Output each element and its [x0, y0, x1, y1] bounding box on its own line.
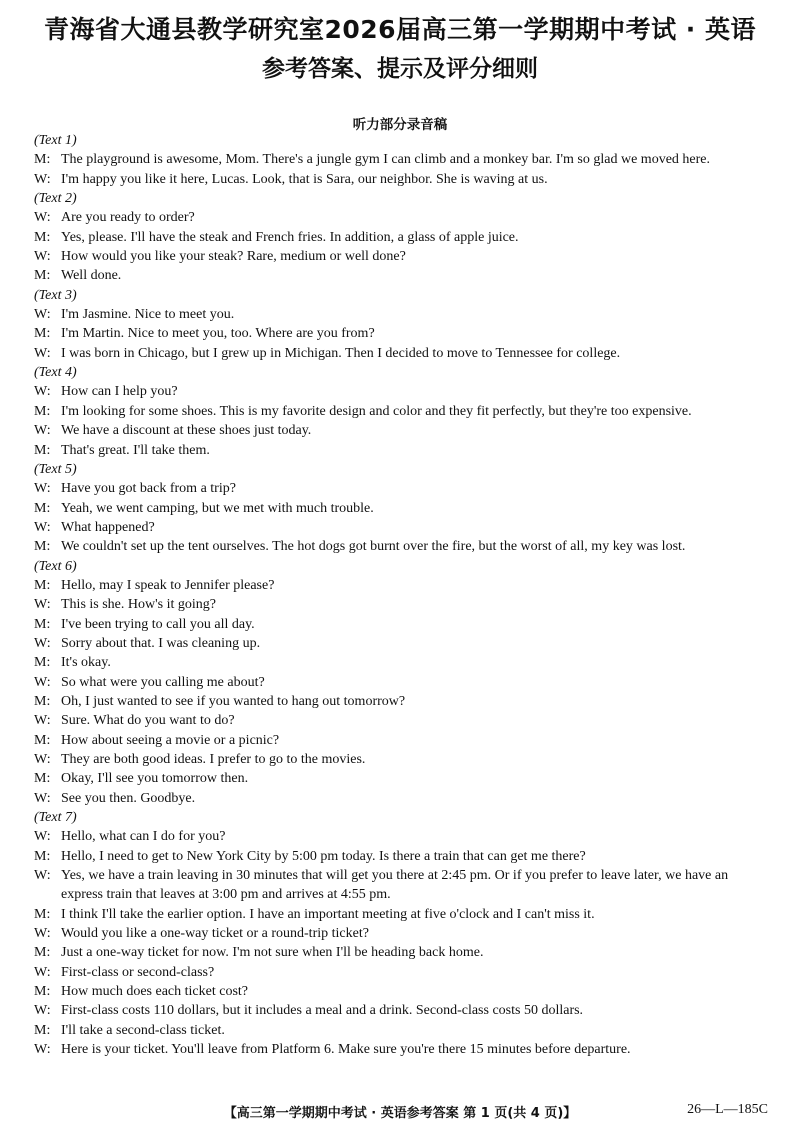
dialog-text: First-class or second-class?	[61, 964, 215, 980]
dialog-line	[34, 518, 770, 537]
speaker-label: M:	[34, 906, 51, 922]
section-title: 听力部分录音稿	[352, 117, 448, 133]
dialog-text: Hello, what can I do for you?	[61, 829, 226, 845]
dialog-line	[34, 653, 770, 672]
dialog-text: The playground is awesome, Mom. There's a jungle gym I can climb and a monkey bar. I'm so glad we moved here.	[61, 152, 711, 168]
dialog-line	[34, 382, 770, 401]
speaker-label: W:	[34, 752, 51, 767]
text-label-text: (Text 4)	[34, 365, 77, 381]
dialog-line	[34, 1040, 770, 1059]
speaker-label: M:	[34, 616, 51, 632]
speaker-label: M:	[34, 326, 51, 342]
dialog-text: How much does each ticket cost?	[61, 984, 248, 1000]
speaker-label: W:	[34, 790, 51, 806]
speaker-label: M:	[34, 442, 51, 458]
text-label	[34, 557, 770, 576]
speaker-label: W:	[34, 481, 51, 497]
text-label-text: (Text 6)	[34, 558, 77, 574]
dialog-text: I've been trying to call you all day.	[61, 616, 255, 632]
dialog-line	[34, 692, 770, 711]
dialog-line	[34, 228, 770, 247]
text-label-text: (Text 2)	[34, 191, 77, 207]
speaker-label: W:	[34, 307, 51, 323]
dialog-line	[34, 247, 770, 266]
speaker-label: M:	[34, 1022, 51, 1038]
dialog-line	[34, 866, 770, 905]
dialog-line	[34, 266, 770, 285]
speaker-label: W:	[34, 519, 51, 535]
dialog-line	[34, 847, 770, 866]
dialog-line	[34, 750, 770, 769]
text-label-text: (Text 5)	[34, 461, 77, 477]
speaker-label: W:	[34, 249, 51, 265]
dialog-line	[34, 1021, 770, 1040]
speaker-label: W:	[34, 674, 51, 690]
speaker-label: W:	[34, 384, 51, 400]
document-title: 青海省大通县教学研究室2026届高三第一学期期中考试 · 英语	[44, 15, 756, 44]
speaker-label: W:	[34, 868, 51, 884]
dialog-text: I'm Jasmine. Nice to meet you.	[61, 307, 235, 323]
dialog-text: Would you like a one-way ticket or a round-trip ticket?	[61, 926, 369, 942]
dialog-text: We couldn't set up the tent ourselves. The hot dogs got burnt over the fire, but the worst of all, my key was lost.	[61, 539, 686, 555]
dialog-text: See you then. Goodbye.	[61, 790, 196, 806]
dialog-text: Hello, I need to get to New York City by 5:00 pm today. Is there a train that can get me there?	[61, 848, 586, 864]
dialog-line	[34, 479, 770, 498]
speaker-label: W:	[34, 597, 51, 613]
dialog-line	[34, 441, 770, 460]
dialog-line	[34, 905, 770, 924]
dialog-line	[34, 769, 770, 788]
text-label	[34, 808, 770, 827]
dialog-text: What happened?	[61, 519, 155, 535]
dialog-text: Just a one-way ticket for now. I'm not sure when I'll be heading back home.	[61, 945, 484, 961]
document-subtitle: 参考答案、提示及评分细则	[262, 56, 538, 82]
dialog-line	[34, 943, 770, 962]
dialog-line	[34, 924, 770, 943]
text-label	[34, 131, 770, 150]
dialog-text: Are you ready to order?	[61, 210, 195, 226]
dialog-line	[34, 634, 770, 653]
speaker-label: M:	[34, 268, 51, 284]
dialog-line	[34, 537, 770, 556]
dialog-line	[34, 305, 770, 324]
dialog-line	[34, 150, 770, 169]
footer-exam-code: 26—L—185C	[687, 1102, 768, 1117]
dialog-text: We have a discount at these shoes just today.	[61, 423, 312, 439]
dialog-text: Sure. What do you want to do?	[61, 713, 235, 729]
speaker-label: M:	[34, 229, 51, 245]
dialog-text: They are both good ideas. I prefer to go to the movies.	[61, 752, 366, 767]
dialog-line	[34, 344, 770, 363]
speaker-label: W:	[34, 635, 51, 651]
dialog-text: I'm Martin. Nice to meet you, too. Where are you from?	[61, 326, 375, 342]
dialog-line	[34, 499, 770, 518]
dialog-line	[34, 615, 770, 634]
footer-page-info: 【高三第一学期期中考试 · 英语参考答案 第 1 页(共 4 页)】	[223, 1106, 577, 1121]
dialog-text: Yeah, we went camping, but we met with much trouble.	[61, 500, 374, 516]
speaker-label: W:	[34, 926, 51, 942]
dialog-text: Well done.	[61, 268, 122, 284]
page-footer	[0, 1102, 800, 1122]
dialog-line	[34, 595, 770, 614]
dialog-text: I'll take a second-class ticket.	[61, 1022, 225, 1038]
dialog-text: Here is your ticket. You'll leave from Platform 6. Make sure you're there 15 minutes before departure.	[61, 1042, 631, 1058]
speaker-label: W:	[34, 210, 51, 226]
dialog-text: Oh, I just wanted to see if you wanted to hang out tomorrow?	[61, 693, 406, 709]
dialog-text: How would you like your steak? Rare, medium or well done?	[61, 249, 406, 265]
dialog-text: Yes, please. I'll have the steak and French fries. In addition, a glass of apple juice.	[61, 229, 519, 245]
speaker-label: M:	[34, 152, 51, 168]
dialog-text: That's great. I'll take them.	[61, 442, 210, 458]
speaker-label: W:	[34, 345, 51, 361]
speaker-label: M:	[34, 655, 51, 671]
speaker-label: M:	[34, 771, 51, 787]
speaker-label: W:	[34, 1003, 51, 1019]
text-label-text: (Text 7)	[34, 810, 77, 826]
dialog-line	[34, 1001, 770, 1020]
text-label	[34, 189, 770, 208]
dialog-text: How about seeing a movie or a picnic?	[61, 732, 280, 748]
dialog-line	[34, 576, 770, 595]
speaker-label: W:	[34, 1042, 51, 1058]
dialog-text: Hello, may I speak to Jennifer please?	[61, 577, 275, 593]
dialog-text: I was born in Chicago, but I grew up in Michigan. Then I decided to move to Tennessee for college.	[61, 345, 621, 361]
dialog-text: Okay, I'll see you tomorrow then.	[61, 771, 249, 787]
speaker-label: M:	[34, 732, 51, 748]
speaker-label: M:	[34, 945, 51, 961]
speaker-label: M:	[34, 693, 51, 709]
text-label-text: (Text 3)	[34, 287, 77, 303]
text-label	[34, 363, 770, 382]
text-label	[34, 460, 770, 479]
dialog-text: How can I help you?	[61, 384, 178, 400]
speaker-label: W:	[34, 171, 51, 187]
dialog-line	[34, 421, 770, 440]
dialog-text: I think I'll take the earlier option. I have an important meeting at five o'clock and I can't miss it.	[61, 906, 595, 922]
speaker-label: M:	[34, 500, 51, 516]
dialog-line	[34, 982, 770, 1001]
dialog-line	[34, 170, 770, 189]
speaker-label: M:	[34, 984, 51, 1000]
dialog-line	[34, 402, 770, 421]
text-label-text: (Text 1)	[34, 133, 77, 148]
dialog-line	[34, 673, 770, 692]
dialog-line	[34, 789, 770, 808]
dialog-text: Sorry about that. I was cleaning up.	[61, 635, 261, 651]
dialog-line	[34, 827, 770, 846]
speaker-label: W:	[34, 423, 51, 439]
listening-transcript	[34, 131, 770, 1060]
dialog-line	[34, 963, 770, 982]
dialog-text: I'm looking for some shoes. This is my favorite design and color and they fit perfectly, but they're too expensive.	[61, 403, 692, 419]
dialog-line	[34, 731, 770, 750]
speaker-label: W:	[34, 713, 51, 729]
speaker-label: M:	[34, 403, 51, 419]
speaker-label: W:	[34, 829, 51, 845]
speaker-label: M:	[34, 848, 51, 864]
dialog-line	[34, 711, 770, 730]
dialog-line	[34, 324, 770, 343]
dialog-text: First-class costs 110 dollars, but it includes a meal and a drink. Second-class costs 50 dollars.	[61, 1003, 584, 1019]
text-label	[34, 286, 770, 305]
speaker-label: M:	[34, 577, 51, 593]
speaker-label: M:	[34, 539, 51, 555]
dialog-text: Yes, we have a train leaving in 30 minutes that will get you there at 2:45 pm. Or if you prefer to leave later, we have an express train that leaves at 3:00 pm and arrives at 4:55 pm.	[61, 868, 729, 903]
dialog-text: This is she. How's it going?	[61, 597, 216, 613]
speaker-label: W:	[34, 964, 51, 980]
dialog-text: So what were you calling me about?	[61, 674, 265, 690]
dialog-line	[34, 208, 770, 227]
dialog-text: Have you got back from a trip?	[61, 481, 236, 497]
dialog-text: It's okay.	[61, 655, 111, 671]
dialog-text: I'm happy you like it here, Lucas. Look, that is Sara, our neighbor. She is waving at us.	[61, 171, 548, 187]
